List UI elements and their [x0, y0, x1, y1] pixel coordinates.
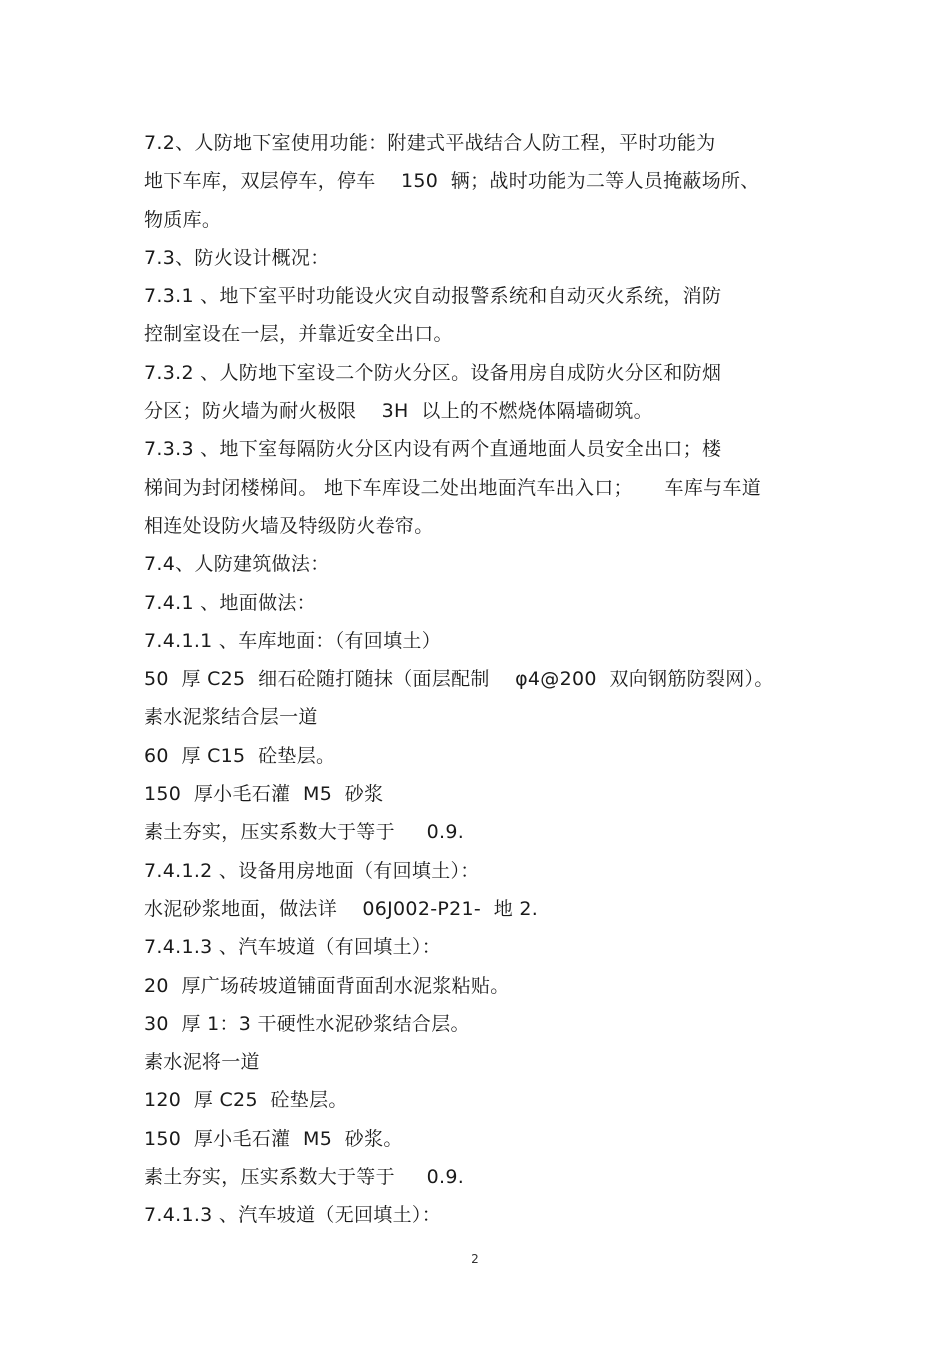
- text-line: 20 厚广场砖坡道铺面背面刮水泥浆粘贴。: [144, 974, 510, 997]
- text-line: 60 厚 C15 砼垫层。: [144, 744, 336, 767]
- text-line: 素水泥浆结合层一道: [144, 706, 318, 729]
- page-number: 2: [471, 1252, 479, 1266]
- section-heading: 7.3、防火设计概况：: [144, 246, 330, 269]
- text-line: 分区；防火墙为耐火极限 3H 以上的不燃烧体隔墙砌筑。: [144, 400, 653, 423]
- text-line: 150 厚小毛石灌 M5 砂浆: [144, 783, 384, 806]
- text-line: 7.3.1 、地下室平时功能设火灾自动报警系统和自动灭火系统，消防: [144, 285, 722, 308]
- text-line: 30 厚 1：3 干硬性水泥砂浆结合层。: [144, 1012, 470, 1035]
- text-line: 控制室设在一层，并靠近安全出口。: [144, 323, 453, 346]
- document-body: [144, 124, 814, 1235]
- subsection-heading: 7.4.1.3 、汽车坡道（有回填土）：: [144, 936, 442, 959]
- subsection-heading: 7.4.1 、地面做法：: [144, 591, 316, 614]
- subsection-heading: 7.4.1.2 、设备用房地面（有回填土）：: [144, 859, 480, 882]
- section-heading: 7.4、人防建筑做法：: [144, 553, 330, 576]
- text-line: 150 厚小毛石灌 M5 砂浆。: [144, 1127, 403, 1150]
- subsection-heading: 7.4.1.1 、车库地面：（有回填土）: [144, 629, 442, 652]
- text-line: 素土夯实，压实系数大于等于 0.9.: [144, 821, 465, 844]
- text-line: 120 厚 C25 砼垫层。: [144, 1089, 348, 1112]
- text-line: 素水泥将一道: [144, 1051, 260, 1074]
- text-line: 7.3.2 、人防地下室设二个防火分区。设备用房自成防火分区和防烟: [144, 361, 722, 384]
- text-line: 7.2、人防地下室使用功能：附建式平战结合人防工程，平时功能为: [144, 132, 716, 154]
- text-line: 地下车库，双层停车，停车 150 辆；战时功能为二等人员掩蔽场所、: [144, 170, 760, 193]
- text-line: 物质库。: [144, 208, 222, 231]
- text-line: 50 厚 C25 细石砼随打随抹（面层配制 φ4@200 双向钢筋防裂网）。: [144, 668, 774, 691]
- text-line: 相连处设防火墙及特级防火卷帘。: [144, 514, 434, 537]
- text-line: 素土夯实，压实系数大于等于 0.9.: [144, 1166, 465, 1189]
- text-line: 7.3.3 、地下室每隔防火分区内设有两个直通地面人员安全出口；楼: [144, 438, 722, 461]
- text-line: 水泥砂浆地面，做法详 06J002-P21- 地 2.: [144, 897, 539, 920]
- subsection-heading: 7.4.1.3 、汽车坡道（无回填土）：: [144, 1204, 442, 1227]
- text-line: 梯间为封闭楼梯间。 地下车库设二处出地面汽车出入口； 车库与车道: [144, 476, 762, 499]
